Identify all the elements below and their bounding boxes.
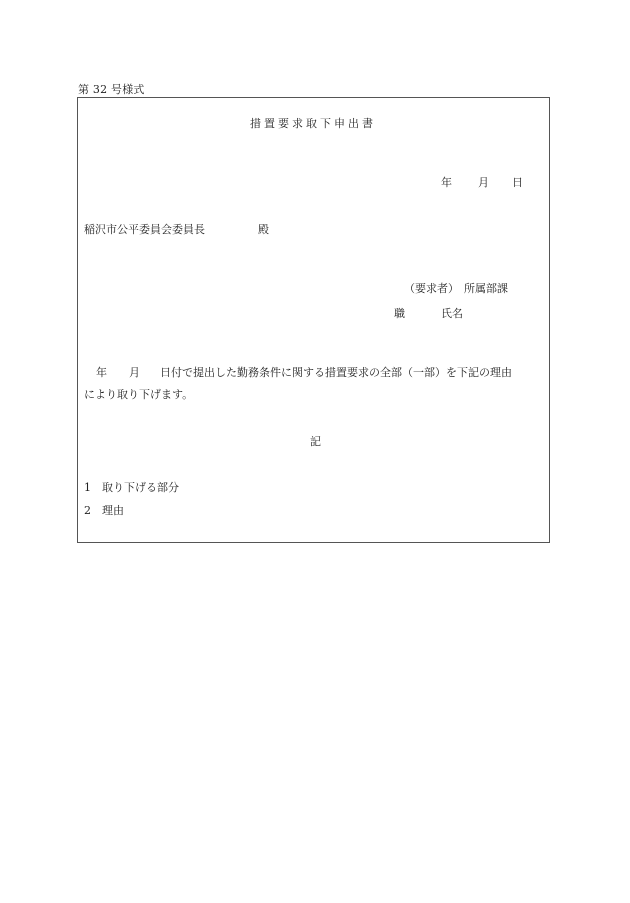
- form-frame: [77, 97, 550, 543]
- list-item: [84, 502, 124, 518]
- ki-heading: 記: [310, 435, 321, 448]
- item-number: 2: [84, 504, 91, 517]
- body-text-line-2: により取り下げます。: [84, 388, 194, 401]
- name-label: 氏名: [441, 307, 463, 320]
- date-day-label: 日: [512, 176, 523, 189]
- list-item: [84, 479, 179, 495]
- date-year-label: 年: [441, 176, 452, 189]
- honorific: 殿: [258, 223, 269, 236]
- body-text-line-1: [84, 364, 544, 380]
- addressee: 稲沢市公平委員会委員長: [84, 223, 205, 236]
- requester-label: （要求者）: [404, 282, 459, 295]
- item-label: 取り下げる部分: [102, 481, 179, 494]
- item-label: 理由: [102, 504, 124, 517]
- department-label: 所属部課: [464, 282, 508, 295]
- post-label: 職: [394, 307, 405, 320]
- body-year-label: 年: [96, 366, 107, 379]
- form-number: 第 32 号様式: [78, 83, 145, 96]
- body-month-label: 月: [129, 366, 140, 379]
- document-title: 措置要求取下申出書: [250, 117, 376, 130]
- body-text-rest: 日付で提出した勤務条件に関する措置要求の全部（一部）を下記の理由: [160, 366, 512, 379]
- date-month-label: 月: [478, 176, 489, 189]
- item-number: 1: [84, 481, 91, 494]
